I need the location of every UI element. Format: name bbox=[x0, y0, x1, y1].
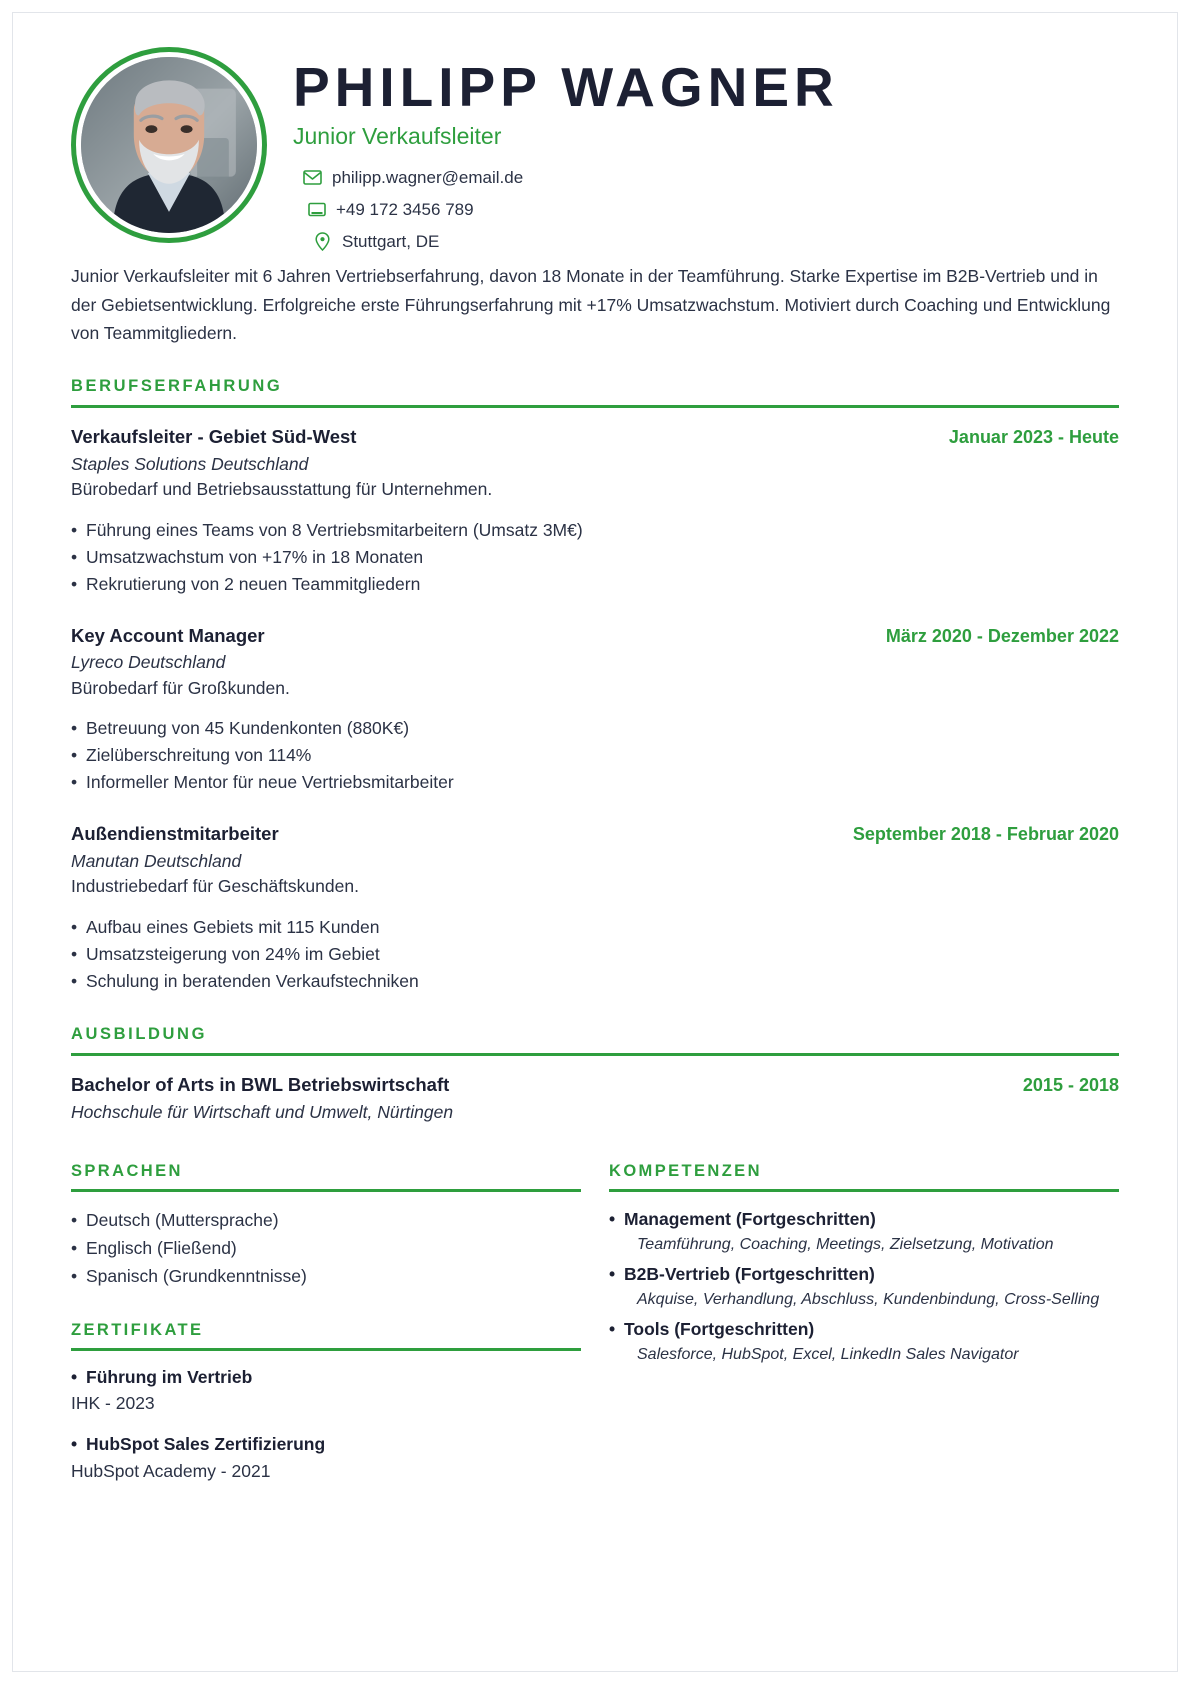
skill-item bbox=[609, 1261, 1119, 1313]
experience-dates: September 2018 - Februar 2020 bbox=[852, 824, 1119, 845]
contact-location bbox=[293, 232, 1119, 251]
profile-summary: Junior Verkaufsleiter mit 6 Jahren Vertriebserfahrung, davon 18 Monate in der Teamführung. Starke Expertise im B2B-Vertrieb und in der Gebietsentwicklung. Erfolgreiche erste Führungserfahrung mit +17% Umsatzwachstum. Motiviert durch Coaching und Entwicklung von Teammitgliedern. bbox=[71, 266, 1111, 344]
experience-role: Verkaufsleiter - Gebiet Süd-West bbox=[71, 426, 357, 448]
certificate-item bbox=[71, 1365, 581, 1417]
experience-bullets bbox=[71, 715, 1119, 796]
experience-bullet: • Umsatzsteigerung von 24% im Gebiet bbox=[71, 941, 1119, 968]
certificate-name: • Führung im Vertrieb bbox=[71, 1365, 581, 1390]
experience-bullet: • Umsatzwachstum von +17% in 18 Monaten bbox=[71, 544, 1119, 571]
skill-name: • Management (Fortgeschritten) bbox=[609, 1206, 1119, 1232]
section-title-education: AUSBILDUNG bbox=[71, 1024, 207, 1043]
experience-entry-header bbox=[71, 624, 1119, 648]
experience-entry-header bbox=[71, 822, 1119, 846]
experience-bullet: • Informeller Mentor für neue Vertriebsmitarbeiter bbox=[71, 769, 1119, 796]
experience-bullet: • Betreuung von 45 Kundenkonten (880K€) bbox=[71, 715, 1119, 742]
skill-name: • Tools (Fortgeschritten) bbox=[609, 1316, 1119, 1342]
contact-phone[interactable] bbox=[293, 200, 1119, 219]
section-title-certificates: ZERTIFIKATE bbox=[71, 1320, 204, 1339]
experience-description: Industriebedarf für Geschäftskunden. bbox=[71, 876, 359, 897]
profile-photo bbox=[81, 57, 257, 233]
experience-role: Außendienstmitarbeiter bbox=[71, 823, 279, 845]
section-title-experience: BERUFSERFAHRUNG bbox=[71, 377, 283, 396]
contact-phone-value: +49 172 3456 789 bbox=[336, 199, 474, 219]
experience-dates: Januar 2023 - Heute bbox=[948, 427, 1119, 448]
resume-sheet bbox=[12, 12, 1178, 1672]
section-title-skills: KOMPETENZEN bbox=[609, 1161, 762, 1180]
experience-company: Manutan Deutschland bbox=[71, 850, 242, 871]
avatar bbox=[71, 47, 267, 243]
section-title-languages: SPRACHEN bbox=[71, 1161, 183, 1180]
experience-entry bbox=[71, 425, 1119, 598]
experience-description: Bürobedarf für Großkunden. bbox=[71, 677, 290, 698]
right-column bbox=[609, 1162, 1119, 1484]
skill-detail: Akquise, Verhandlung, Abschluss, Kundenbindung, Cross-Selling bbox=[637, 1290, 1100, 1308]
section-divider bbox=[71, 1189, 581, 1192]
experience-role: Key Account Manager bbox=[71, 624, 265, 646]
experience-company: Lyreco Deutschland bbox=[71, 652, 226, 673]
education-school: Hochschule für Wirtschaft und Umwelt, Nürtingen bbox=[71, 1102, 454, 1123]
skill-detail: Teamführung, Coaching, Meetings, Zielsetzung, Motivation bbox=[637, 1235, 1054, 1253]
section-divider bbox=[71, 1348, 581, 1351]
experience-description: Bürobedarf und Betriebsausstattung für Unternehmen. bbox=[71, 479, 493, 500]
experience-company: Staples Solutions Deutschland bbox=[71, 453, 309, 474]
languages-list bbox=[71, 1206, 581, 1291]
experience-bullet: • Führung eines Teams von 8 Vertriebsmitarbeitern (Umsatz 3M€) bbox=[71, 517, 1119, 544]
experience-bullet: • Aufbau eines Gebiets mit 115 Kunden bbox=[71, 914, 1119, 941]
experience-bullets bbox=[71, 517, 1119, 598]
certificate-item bbox=[71, 1432, 581, 1484]
education-degree: Bachelor of Arts in BWL Betriebswirtschaft bbox=[71, 1073, 450, 1095]
envelope-icon bbox=[303, 168, 322, 187]
section-experience bbox=[71, 377, 1119, 995]
contact-list bbox=[293, 168, 1119, 251]
section-certificates bbox=[71, 1321, 581, 1484]
experience-bullets bbox=[71, 914, 1119, 995]
section-divider bbox=[609, 1189, 1119, 1192]
skill-detail: Salesforce, HubSpot, Excel, LinkedIn Sales Navigator bbox=[637, 1346, 1019, 1364]
skill-item bbox=[609, 1316, 1119, 1368]
location-pin-icon bbox=[313, 232, 332, 251]
language-item: • Deutsch (Muttersprache) bbox=[71, 1206, 581, 1234]
experience-bullet: • Schulung in beratenden Verkaufstechniken bbox=[71, 968, 1119, 995]
contact-location-value: Stuttgart, DE bbox=[342, 231, 440, 251]
section-divider bbox=[71, 405, 1119, 408]
job-title: Junior Verkaufsleiter bbox=[293, 122, 502, 149]
contact-email[interactable] bbox=[293, 168, 1119, 187]
contact-email-value: philipp.wagner@email.de bbox=[332, 167, 524, 187]
skill-name: • B2B-Vertrieb (Fortgeschritten) bbox=[609, 1261, 1119, 1287]
certificate-meta: HubSpot Academy - 2021 bbox=[71, 1460, 271, 1481]
education-entry bbox=[71, 1073, 1119, 1126]
experience-bullet: • Zielüberschreitung von 114% bbox=[71, 742, 1119, 769]
bottom-columns bbox=[71, 1162, 1119, 1484]
language-item: • Englisch (Fließend) bbox=[71, 1234, 581, 1262]
experience-bullet: • Rekrutierung von 2 neuen Teammitgliedern bbox=[71, 571, 1119, 598]
certificate-name: • HubSpot Sales Zertifizierung bbox=[71, 1432, 581, 1457]
experience-entry bbox=[71, 822, 1119, 995]
header-text-block bbox=[293, 47, 1119, 264]
phone-icon bbox=[307, 200, 326, 219]
language-item: • Spanisch (Grundkenntnisse) bbox=[71, 1262, 581, 1290]
skill-item bbox=[609, 1206, 1119, 1258]
education-entry-header bbox=[71, 1073, 1119, 1097]
section-skills bbox=[609, 1162, 1119, 1368]
resume-header bbox=[71, 47, 1119, 264]
left-column bbox=[71, 1162, 581, 1484]
certificate-meta: IHK - 2023 bbox=[71, 1392, 155, 1413]
section-education bbox=[71, 1025, 1119, 1126]
page-title: PHILIPP WAGNER bbox=[293, 56, 839, 118]
experience-entry-header bbox=[71, 425, 1119, 449]
education-dates: 2015 - 2018 bbox=[1022, 1074, 1119, 1095]
experience-dates: März 2020 - Dezember 2022 bbox=[885, 625, 1119, 646]
section-divider bbox=[71, 1053, 1119, 1056]
section-languages bbox=[71, 1162, 581, 1291]
experience-entry bbox=[71, 624, 1119, 797]
